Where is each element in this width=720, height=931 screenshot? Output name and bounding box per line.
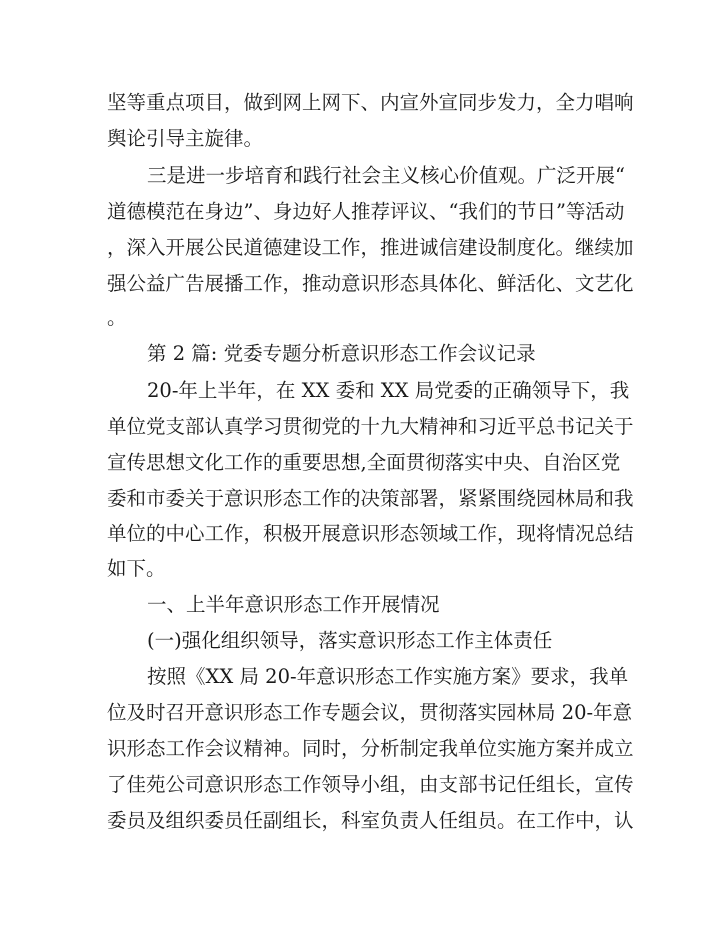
text-line: ，深入开展公民道德建设工作，推进诚信建设制度化。继续加 xyxy=(107,236,634,259)
text-line: 了佳苑公司意识形态工作领导小组，由支部书记任组长，宣传 xyxy=(107,773,634,796)
text-line: 委和市委关于意识形态工作的决策部署，紧紧围绕园林局和我 xyxy=(107,487,634,510)
text-line: 位及时召开意识形态工作专题会议，贯彻落实园林局 20-年意 xyxy=(107,701,633,724)
subsection-heading: 一、上半年意识形态工作开展情况 xyxy=(147,593,440,616)
text-line: 委员及组织委员任副组长，科室负责人任组员。在工作中，认 xyxy=(107,809,634,832)
text-line: 。 xyxy=(107,306,127,329)
section-heading: 第 2 篇: 党委专题分析意识形态工作会议记录 xyxy=(147,342,536,365)
paragraph-start: 20-年上半年，在 XX 委和 XX 局党委的正确领导下，我 xyxy=(147,379,630,402)
text-line: 如下。 xyxy=(107,557,166,580)
text-line: 舆论引导主旋律。 xyxy=(107,127,264,150)
text-line: 识形态工作会议精神。同时，分析制定我单位实施方案并成立 xyxy=(107,737,634,760)
text-line: 强公益广告展播工作，推动意识形态具体化、鲜活化、文艺化 xyxy=(107,272,634,295)
text-line: 宣传思想文化工作的重要思想,全面贯彻落实中央、自治区党 xyxy=(107,451,621,474)
text-line: 单位党支部认真学习贯彻党的十九大精神和习近平总书记关于 xyxy=(107,415,634,438)
subsection-heading: (一)强化组织领导，落实意识形态工作主体责任 xyxy=(147,629,553,652)
text-line: 道德模范在身边”、身边好人推荐评议、“我们的节日”等活动 xyxy=(107,200,625,223)
text-line: 单位的中心工作，积极开展意识形态领域工作，现将情况总结 xyxy=(107,522,634,545)
paragraph-start: 按照《XX 局 20-年意识形态工作实施方案》要求，我单 xyxy=(147,665,629,688)
paragraph-start: 三是进一步培育和践行社会主义核心价值观。广泛开展“ xyxy=(147,164,625,187)
text-line: 坚等重点项目，做到网上网下、内宣外宣同步发力，全力唱响 xyxy=(107,91,634,114)
